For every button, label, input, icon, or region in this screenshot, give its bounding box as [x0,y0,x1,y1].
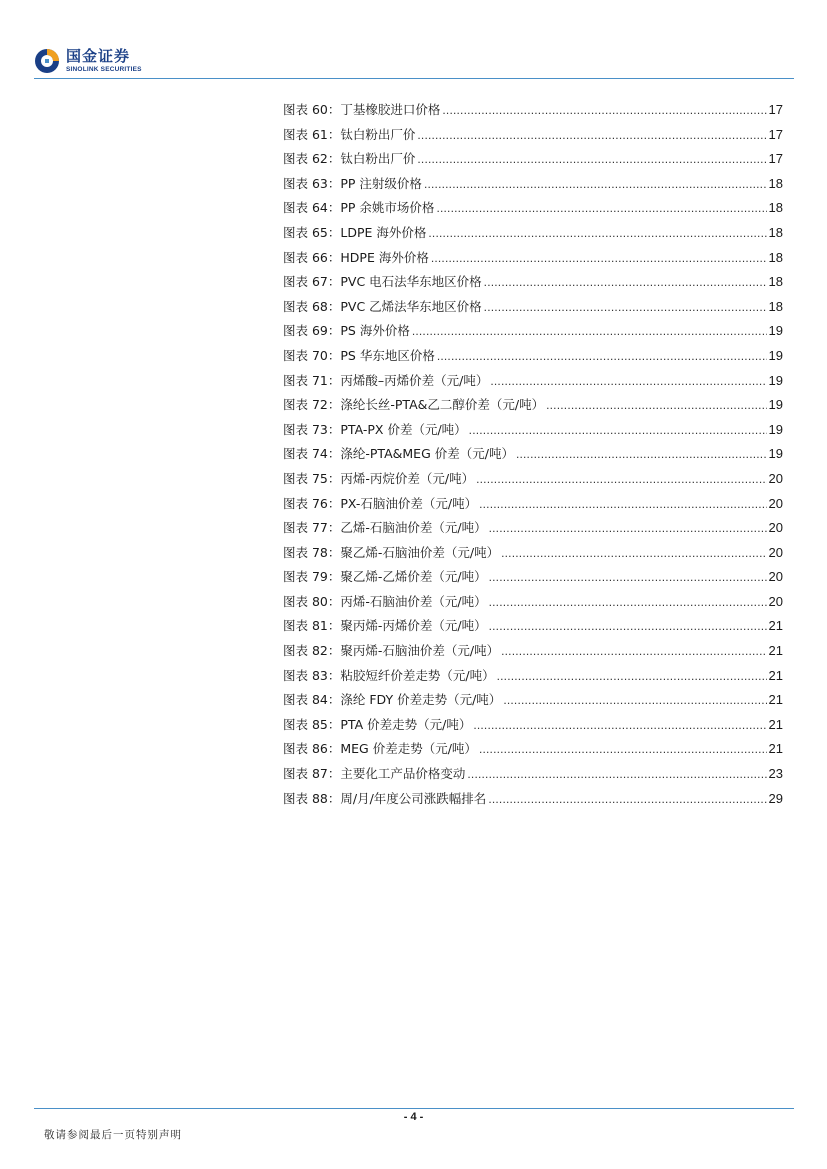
page-number: - 4 - [403,1111,424,1123]
toc-entry-page: 17 [768,102,783,117]
toc-entry-label: 图表 75：丙烯-丙烷价差（元/吨） [283,470,475,486]
toc-entry[interactable] [283,713,783,738]
footer-disclaimer: 敬请参阅最后一页特别声明 [44,1129,182,1141]
toc-leader-dots [484,270,767,295]
toc-entry-page: 19 [768,446,783,462]
toc-entry[interactable] [283,467,783,492]
toc-entry[interactable] [283,541,783,566]
toc-leader-dots [501,541,766,566]
toc-entry-page: 20 [768,495,783,511]
toc-leader-dots [503,688,766,713]
toc-entry-page: 18 [768,249,783,265]
toc-entry-page: 19 [768,397,783,413]
toc-entry[interactable] [283,762,783,787]
toc-leader-dots [546,393,766,418]
toc-leader-dots [424,172,767,197]
toc-entry[interactable] [283,344,783,369]
toc-entry[interactable] [283,295,783,320]
toc-entry[interactable] [283,246,783,271]
toc-entry-label: 图表 88：周/月/年度公司涨跌幅排名 [283,790,487,806]
toc-entry-label: 图表 66：HDPE 海外价格 [283,249,429,265]
toc-leader-dots [489,516,767,541]
toc-leader-dots [469,418,767,443]
table-of-figures [283,98,783,811]
toc-entry-label: 图表 73：PTA-PX 价差（元/吨） [283,421,467,437]
toc-entry-label: 图表 79：聚乙烯-乙烯价差（元/吨） [283,569,487,585]
logo-text-cn: 国金证券 [66,47,131,65]
toc-entry-page: 21 [768,667,783,683]
toc-entry-label: 图表 64：PP 余姚市场价格 [283,200,435,216]
toc-leader-dots [497,664,767,689]
toc-entry-page: 20 [768,544,783,560]
toc-entry-page: 19 [768,372,783,388]
toc-entry[interactable] [283,172,783,197]
toc-leader-dots [490,369,766,394]
toc-entry-label: 图表 60：丁基橡胶进口价格 [283,102,441,117]
toc-entry-page: 21 [768,618,783,634]
toc-leader-dots [417,147,766,172]
toc-entry-page: 21 [768,716,783,732]
footer-divider [34,1108,794,1109]
toc-entry-label: 图表 69：PS 海外价格 [283,323,410,339]
toc-leader-dots [437,344,767,369]
toc-entry-page: 18 [768,200,783,216]
toc-entry-label: 图表 65：LDPE 海外价格 [283,224,427,240]
toc-entry[interactable] [283,196,783,221]
sinolink-logo-icon [34,46,60,74]
toc-entry-label: 图表 74：涤纶-PTA&MEG 价差（元/吨） [283,446,514,462]
toc-leader-dots [489,590,767,615]
toc-entry-page: 17 [768,151,783,167]
toc-entry-page: 21 [768,692,783,708]
header-divider [34,78,794,79]
company-logo [34,46,154,78]
toc-entry[interactable] [283,737,783,762]
toc-entry[interactable] [283,319,783,344]
toc-entry-label: 图表 62：钛白粉出厂价 [283,151,416,167]
logo-text-en: SINOLINK SECURITIES [66,66,142,73]
toc-entry-label: 图表 80：丙烯-石脑油价差（元/吨） [283,593,487,609]
toc-leader-dots [473,713,766,738]
toc-entry[interactable] [283,270,783,295]
toc-leader-dots [479,492,766,517]
toc-leader-dots [501,639,766,664]
toc-leader-dots [442,98,766,123]
toc-entry-label: 图表 85：PTA 价差走势（元/吨） [283,716,472,732]
toc-entry-page: 18 [768,274,783,290]
toc-entry[interactable] [283,639,783,664]
toc-entry[interactable] [283,98,783,123]
toc-entry-page: 18 [768,298,783,314]
toc-entry-label: 图表 72：涤纶长丝-PTA&乙二醇价差（元/吨） [283,397,545,413]
toc-leader-dots [488,787,766,812]
toc-entry[interactable] [283,147,783,172]
toc-leader-dots [479,737,767,762]
toc-leader-dots [489,565,767,590]
toc-entry-page: 20 [768,470,783,486]
toc-leader-dots [431,246,767,271]
toc-entry-label: 图表 67：PVC 电石法华东地区价格 [283,274,482,290]
toc-leader-dots [484,295,767,320]
toc-leader-dots [489,614,767,639]
toc-entry[interactable] [283,393,783,418]
toc-entry-page: 29 [768,790,783,806]
toc-entry[interactable] [283,664,783,689]
toc-entry-label: 图表 77：乙烯-石脑油价差（元/吨） [283,520,487,536]
toc-leader-dots [516,442,767,467]
toc-entry-page: 20 [768,593,783,609]
toc-entry-label: 图表 70：PS 华东地区价格 [283,347,435,363]
toc-entry-page: 18 [768,175,783,191]
toc-entry-page: 18 [768,224,783,240]
toc-entry-label: 图表 68：PVC 乙烯法华东地区价格 [283,298,482,314]
toc-entry-label: 图表 71：丙烯酸–丙烯价差（元/吨） [283,372,489,388]
toc-entry-label: 图表 81：聚丙烯-丙烯价差（元/吨） [283,618,487,634]
toc-entry[interactable] [283,123,783,148]
toc-entry-page: 17 [768,126,783,142]
toc-entry[interactable] [283,516,783,541]
toc-entry[interactable] [283,442,783,467]
toc-entry-label: 图表 86：MEG 价差走势（元/吨） [283,741,477,757]
toc-leader-dots [467,762,766,787]
toc-entry-page: 19 [768,323,783,339]
toc-entry-page: 20 [768,520,783,536]
toc-entry-page: 20 [768,569,783,585]
page-header [0,0,827,80]
toc-entry-label: 图表 78：聚乙烯-石脑油价差（元/吨） [283,544,500,560]
toc-entry-page: 21 [768,643,783,659]
toc-entry[interactable] [283,418,783,443]
toc-entry-page: 19 [768,347,783,363]
toc-entry-page: 23 [768,766,783,782]
toc-entry-label: 图表 63：PP 注射级价格 [283,175,422,191]
toc-leader-dots [417,123,766,148]
toc-entry[interactable] [283,688,783,713]
toc-entry-page: 19 [768,421,783,437]
toc-leader-dots [428,221,766,246]
toc-entry[interactable] [283,787,783,812]
toc-entry-label: 图表 82：聚丙烯-石脑油价差（元/吨） [283,643,500,659]
toc-entry-page: 21 [768,741,783,757]
toc-leader-dots [476,467,766,492]
toc-leader-dots [412,319,767,344]
toc-entry-label: 图表 87：主要化工产品价格变动 [283,766,466,782]
toc-entry[interactable] [283,590,783,615]
toc-leader-dots [436,196,766,221]
toc-entry-label: 图表 84：涤纶 FDY 价差走势（元/吨） [283,692,502,708]
toc-entry[interactable] [283,614,783,639]
toc-entry[interactable] [283,565,783,590]
toc-entry-label: 图表 76：PX-石脑油价差（元/吨） [283,495,478,511]
toc-entry[interactable] [283,369,783,394]
toc-entry-label: 图表 83：粘胶短纤价差走势（元/吨） [283,667,495,683]
toc-entry[interactable] [283,492,783,517]
toc-entry-label: 图表 61：钛白粉出厂价 [283,126,416,142]
toc-entry[interactable] [283,221,783,246]
